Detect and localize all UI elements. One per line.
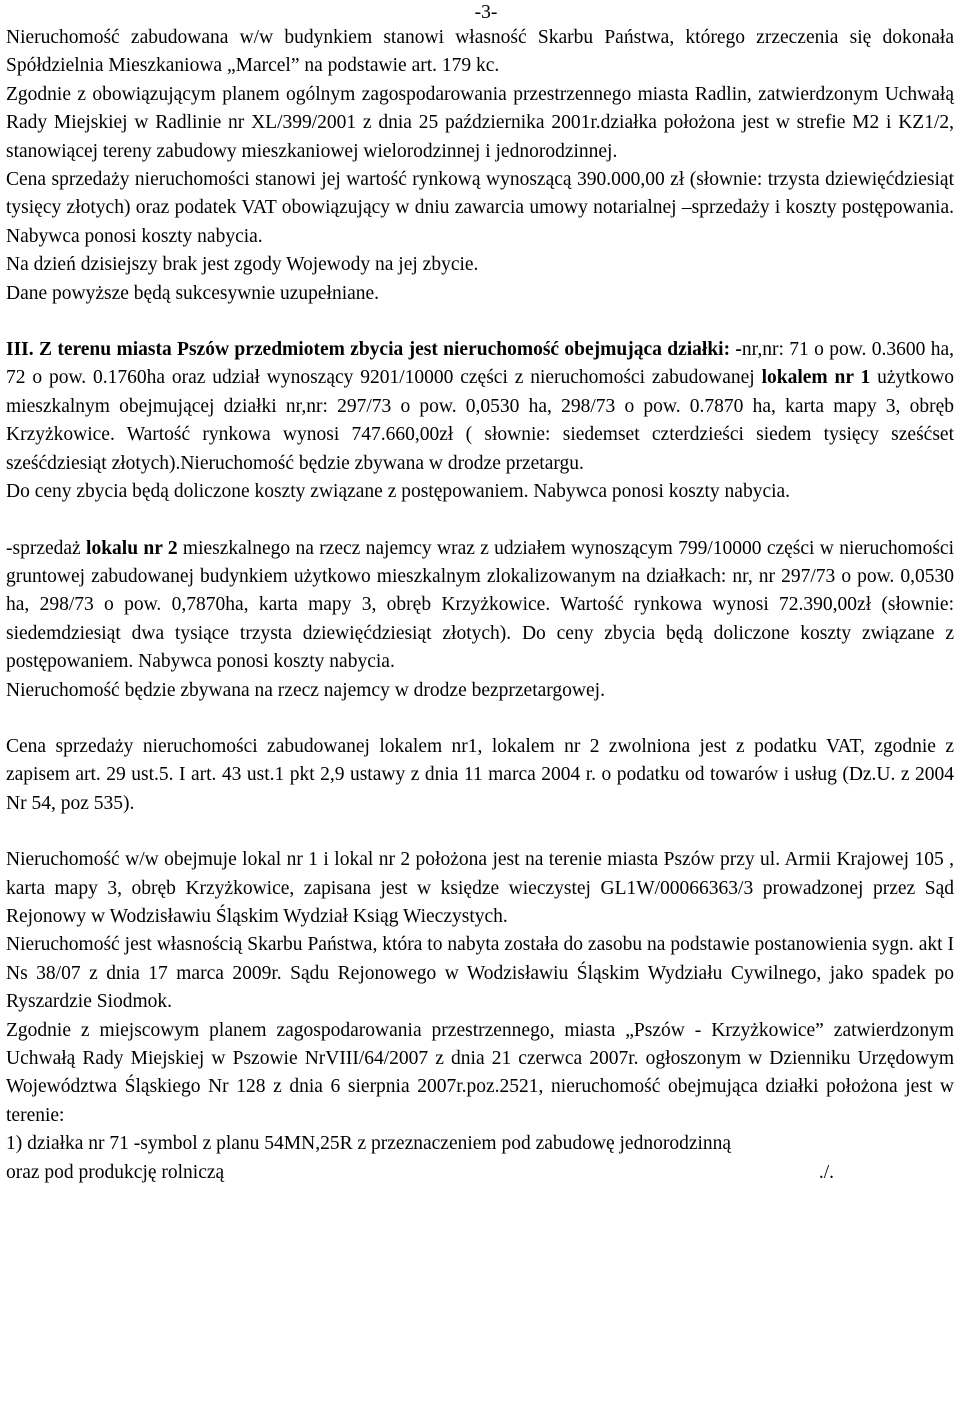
paragraph-agricultural: oraz pod produkcję rolniczą: [6, 1161, 225, 1183]
section-iii-lokal-1: lokalem nr 1: [761, 367, 871, 389]
paragraph-zoning-pszow: Zgodnie z miejscowym planem zagospodarowania przestrzennego, miasta „Pszów - Krzyżkowice” zatwierdzonym Uchwałą Rady Miejskiej w Pszowie NrVIII/64/2007 z dnia 21 czerwca 2007r. ogłoszonym w Dzienniku Urzędowym Województwa Śląskiego Nr 128 z dnia 6 sierpnia 2007r.poz.2521, nieruchomość obejmująca działki położona jest w terenie:: [6, 1019, 954, 1126]
paragraph-voivode-consent: Na dzień dzisiejszy brak jest zgody Wojewody na jej zbycie.: [6, 254, 479, 276]
spacer: [6, 507, 954, 535]
paragraph-section-iii: [6, 336, 954, 478]
paragraph-costs-1: Do ceny zbycia będą doliczone koszty związane z postępowaniem. Nabywca ponosi koszty nabycia.: [6, 481, 791, 503]
sale-lokal-2-bold: lokalu nr 2: [86, 537, 178, 559]
document-body: [6, 24, 954, 1187]
paragraph-vat-exemption: Cena sprzedaży nieruchomości zabudowanej lokalem nr1, lokalem nr 2 zwolniona jest z podatku VAT, zgodnie z zapisem art. 29 ust.5. I art. 43 ust.1 pkt 2,9 ustawy z dnia 11 marca 2004 r. o podatku od towarów i usług (Dz.U. z 2004 Nr 54, poz 535).: [6, 735, 954, 814]
paragraph-price-radlin: Cena sprzedaży nieruchomości stanowi jej wartość rynkową wynoszącą 390.000,00 zł (słownie: trzysta dziewięćdziesiąt tysięcy złotych) oraz podatek VAT obowiązujący w dniu zawarcia umowy notarialnej –sprzedaży i koszty postępowania. Nabywca ponosi koszty nabycia.: [6, 169, 954, 247]
section-iii-text-b: użytkowo mieszkalnym obejmującej działki nr,nr: 297/73 o pow. 0,0530 ha, 298/73 o pow. 0.7870 ha, karta mapy 3, obręb Krzyżkowice. Wartość rynkowa wynosi 747.660,00zł ( słownie: siedemset czterdzieści siedem tysięcy sześćset sześćdziesiąt złotych).Nieruchomość będzie zbywana w drodze przetargu.: [6, 367, 954, 474]
paragraph-non-tender: Nieruchomość będzie zbywana na rzecz najemcy w drodze bezprzetargowej.: [6, 679, 605, 701]
page-number: -3-: [474, 2, 498, 23]
section-iii-text-a: nr,nr: 71 o pow. 0.3600 ha, 72 o pow. 0.1760ha oraz udział wynoszący 9201/10000 części z nieruchomości zabudowanej: [6, 339, 954, 389]
section-iii-heading: III. Z terenu miasta Pszów przedmiotem zbycia jest nieruchomość obejmująca działki: -: [6, 339, 742, 361]
spacer: [6, 705, 954, 733]
paragraph-plot-71: 1) działka nr 71 -symbol z planu 54MN,25R z przeznaczeniem pod zabudowę jednorodzinną: [6, 1133, 732, 1155]
paragraph-data-updates: Dane powyższe będą sukcesywnie uzupełniane.: [6, 282, 380, 304]
paragraph-ownership: Nieruchomość zabudowana w/w budynkiem stanowi własność Skarbu Państwa, którego zrzeczenia się dokonała Spółdzielnia Mieszkaniowa „Marcel” na podstawie art. 179 kc.: [6, 27, 954, 77]
spacer: [6, 308, 954, 336]
sale-lokal-2-text: mieszkalnego na rzecz najemcy wraz z udziałem wynoszącym 799/10000 części w nieruchomości gruntowej zabudowanej budynkiem użytkowo mieszkalnym zlokalizowanym na działkach: nr, nr 297/73 o pow. 0,0530 ha, 298/73 o pow. 0,7870ha, karta mapy 3, obręb Krzyżkowice. Wartość rynkowa wynosi 72.390,00zł (słownie: siedemdziesiąt dwa tysiące trzysta dziewięćdziesiąt złotych). Do ceny zbycia będą doliczone koszty związane z postępowaniem. Nabywca ponosi koszty nabycia.: [6, 537, 954, 673]
paragraph-sale-lokal-2: [6, 535, 954, 677]
last-line: [6, 1159, 954, 1187]
paragraph-zoning-radlin: Zgodnie z obowiązującym planem ogólnym zagospodarowania przestrzennego miasta Radlin, zatwierdzonym Uchwałą Rady Miejskiej w Radlinie nr XL/399/2001 z dnia 25 października 2001r.działka położona jest w strefie M2 i KZ1/2, stanowiącej tereny zabudowy mieszkaniowej wielorodzinnej i jednorodzinnej.: [6, 83, 954, 162]
sale-lokal-2-prefix: -sprzedaż: [6, 537, 87, 559]
paragraph-location-pszow: Nieruchomość w/w obejmuje lokal nr 1 i lokal nr 2 położona jest na terenie miasta Pszów przy ul. Armii Krajowej 105 , karta mapy 3, obręb Krzyżkowice, zapisana jest w księdze wieczystej GL1W/00066363/3 prowadzonej przez Sąd Rejonowy w Wodzisławiu Śląskim Wydział Ksiąg Wieczystych.: [6, 849, 954, 927]
spacer: [6, 818, 954, 846]
paragraph-state-ownership: Nieruchomość jest własnością Skarbu Państwa, która to nabyta została do zasobu na podstawie postanowienia sygn. akt I Ns 38/07 z dnia 17 marca 2009r. Sądu Rejonowego w Wodzisławiu Śląskim Wydziału Cywilnego, jako spadek po Ryszardzie Siodmok.: [6, 934, 954, 1013]
continued-mark: ./.: [818, 1161, 834, 1183]
